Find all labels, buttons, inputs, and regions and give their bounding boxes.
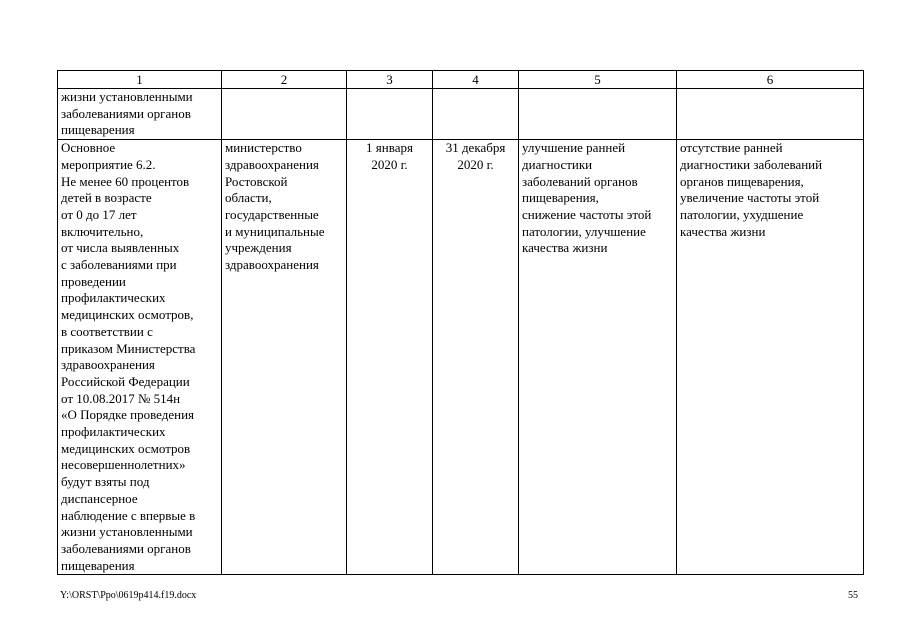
continuation-cell-4 bbox=[433, 89, 519, 140]
measure-cell: Основное мероприятие 6.2. Не менее 60 процентов детей в возрасте от 0 до 17 лет включительно, от числа выявленных с заболеваниями при проведении профилактических медицинских осмотров, в соответствии с приказом Министерства здравоохранения Российской Федерации от 10.08.2017 № 514н «О Порядке проведения профилактических медицинских осмотров несовершеннолетних» будут взяты под диспансерное наблюдение с впервые в жизни установленными заболеваниями органов пищеварения bbox=[58, 140, 222, 575]
expected-result-cell: улучшение ранней диагностики заболеваний органов пищеварения, снижение частоты этой патологии, улучшение качества жизни bbox=[519, 140, 677, 575]
plan-table bbox=[57, 70, 864, 575]
header-cell-1: 1 bbox=[58, 71, 222, 89]
continuation-cell-measure: жизни установленными заболеваниями органов пищеварения bbox=[58, 89, 222, 140]
continuation-cell-6 bbox=[677, 89, 864, 140]
executor-cell: министерство здравоохранения Ростовской области, государственные и муниципальные учреждения здравоохранения bbox=[222, 140, 347, 575]
start-date-cell: 1 января 2020 г. bbox=[347, 140, 433, 575]
header-cell-2: 2 bbox=[222, 71, 347, 89]
header-row bbox=[58, 71, 864, 89]
table-row bbox=[58, 140, 864, 575]
continuation-cell-3 bbox=[347, 89, 433, 140]
continuation-cell-5 bbox=[519, 89, 677, 140]
page-number: 55 bbox=[848, 590, 858, 601]
continuation-cell-2 bbox=[222, 89, 347, 140]
footer-file-path: Y:\ORST\Ppo\0619p414.f19.docx bbox=[60, 590, 197, 601]
header-cell-5: 5 bbox=[519, 71, 677, 89]
consequences-cell: отсутствие ранней диагностики заболеваний органов пищеварения, увеличение частоты этой патологии, ухудшение качества жизни bbox=[677, 140, 864, 575]
continuation-row bbox=[58, 89, 864, 140]
header-cell-6: 6 bbox=[677, 71, 864, 89]
header-cell-3: 3 bbox=[347, 71, 433, 89]
header-cell-4: 4 bbox=[433, 71, 519, 89]
end-date-cell: 31 декабря 2020 г. bbox=[433, 140, 519, 575]
